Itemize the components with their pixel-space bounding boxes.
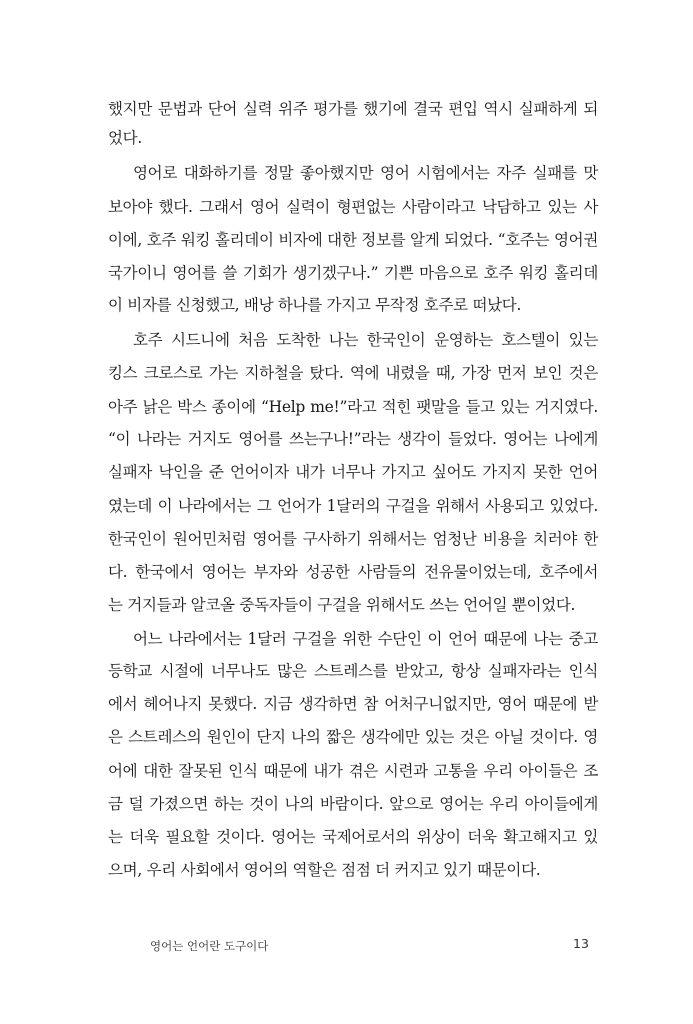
body-line: 금 덜 가졌으면 하는 것이 나의 바람이다. 앞으로 영어는 우리 아이들에게 [108, 795, 598, 813]
paragraph-start-line: 어느 나라에서는 1달러 구걸을 위한 수단인 이 언어 때문에 나는 중고 [133, 630, 598, 648]
body-line: 다. 한국에서 영어는 부자와 성공한 사람들의 전유물이었는데, 호주에서 [108, 563, 598, 581]
paragraph-start-line: 호주 시드니에 처음 도착한 나는 한국인이 운영하는 호스텔이 있는 [133, 331, 598, 349]
paragraph-start-line: 영어로 대화하기를 정말 좋아했지만 영어 시험에서는 자주 실패를 맛 [133, 164, 598, 182]
body-line: 는 거지들과 알코올 중독자들이 구걸을 위해서도 쓰는 언어일 뿐이었다. [108, 596, 576, 614]
body-line: 국가이니 영어를 쓸 기회가 생기겠구나.” 기쁜 마음으로 호주 워킹 홀리데 [108, 264, 598, 282]
body-line: 이에, 호주 워킹 홀리데이 비자에 대한 정보를 알게 되었다. “호주는 영어권 [108, 231, 598, 249]
body-line: 보아야 했다. 그래서 영어 실력이 형편없는 사람이라고 낙담하고 있는 사 [108, 198, 598, 216]
body-line: 에서 헤어나지 못했다. 지금 생각하면 참 어처구니없지만, 영어 때문에 받 [108, 695, 598, 713]
body-line: 었다. [108, 129, 142, 147]
running-footer-title: 영어는 언어란 도구이다 [150, 939, 269, 953]
body-line: 으며, 우리 사회에서 영어의 역할은 점점 더 커지고 있기 때문이다. [108, 861, 541, 879]
body-line: 어에 대한 잘못된 인식 때문에 내가 겪은 시련과 고통을 우리 아이들은 조 [108, 762, 598, 780]
body-line: 은 스트레스의 원인이 단지 나의 짧은 생각에만 있는 것은 아닐 것이다. 영 [108, 728, 598, 746]
body-line: “이 나라는 거지도 영어를 쓰는구나!”라는 생각이 들었다. 영어는 나에게 [108, 430, 598, 448]
body-line: 였는데 이 나라에서는 그 언어가 1달러의 구걸을 위해서 사용되고 있었다. [108, 497, 598, 515]
page-number: 13 [573, 936, 589, 951]
body-line: 는 더욱 필요할 것이다. 영어는 국제어로서의 위상이 더욱 확고해지고 있 [108, 828, 598, 846]
body-line: 아주 낡은 박스 종이에 “Help me!”라고 적힌 팻말을 들고 있는 거지였다. [108, 398, 598, 416]
body-line: 등학교 시절에 너무나도 많은 스트레스를 받았고, 항상 실패자라는 인식 [108, 662, 598, 680]
body-line: 이 비자를 신청했고, 배낭 하나를 가지고 무작정 호주로 떠났다. [108, 296, 522, 314]
body-line: 했지만 문법과 단어 실력 위주 평가를 했기에 결국 편입 역시 실패하게 되 [108, 100, 598, 118]
body-line: 실패자 낙인을 준 언어이자 내가 너무나 가지고 싶어도 가지지 못한 언어 [108, 463, 598, 481]
body-line: 한국인이 원어민처럼 영어를 구사하기 위해서는 엄청난 비용을 치러야 한 [108, 530, 598, 548]
body-line: 킹스 크로스로 가는 지하철을 탔다. 역에 내렸을 때, 가장 먼저 보인 것은 [108, 364, 598, 382]
